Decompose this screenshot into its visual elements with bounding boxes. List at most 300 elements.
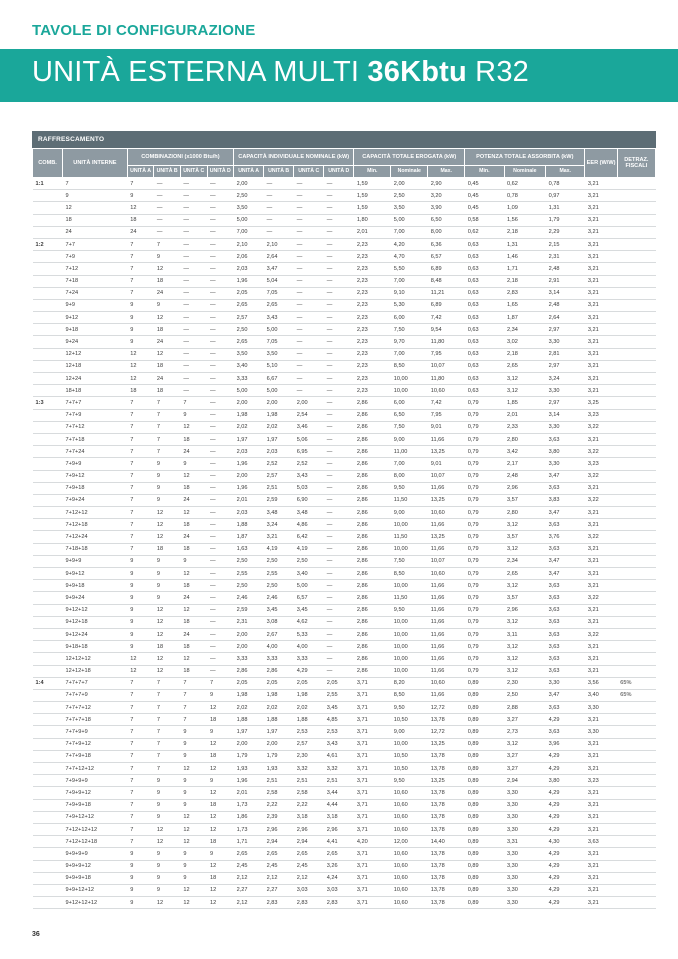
- table-cell: 10,00: [391, 641, 428, 653]
- table-cell: —: [324, 446, 354, 458]
- table-row: [33, 409, 656, 421]
- table-cell: —: [294, 178, 324, 190]
- table-cell: —: [207, 299, 234, 311]
- table-cell: 12: [207, 860, 234, 872]
- header-potenza-totale: POTENZA TOTALE ASSORBITA (kW): [465, 149, 585, 166]
- table-cell: 9: [127, 580, 154, 592]
- table-cell: 3,21: [585, 799, 617, 811]
- table-cell: 9: [127, 628, 154, 640]
- table-cell: 13,78: [428, 872, 465, 884]
- table-cell: 11,66: [428, 604, 465, 616]
- table-cell: 0,63: [465, 299, 504, 311]
- table-cell: 3,30: [585, 702, 617, 714]
- table-cell: 0,79: [465, 433, 504, 445]
- comb-cell: [33, 446, 63, 458]
- table-body: [33, 178, 656, 909]
- table-cell: 2,00: [234, 738, 264, 750]
- table-cell: 4,62: [294, 616, 324, 628]
- table-cell: 2,86: [354, 409, 391, 421]
- table-cell: 1,88: [294, 714, 324, 726]
- table-cell: —: [264, 226, 294, 238]
- table-cell: 0,63: [465, 336, 504, 348]
- table-cell: —: [294, 336, 324, 348]
- table-cell: 9+9+24: [63, 592, 128, 604]
- table-cell: 3,21: [585, 373, 617, 385]
- comb-cell: [33, 531, 63, 543]
- table-cell: [617, 263, 655, 275]
- table-cell: 3,02: [504, 336, 546, 348]
- table-cell: 18: [180, 616, 207, 628]
- table-cell: 3,23: [585, 775, 617, 787]
- table-cell: 7: [127, 287, 154, 299]
- table-cell: 7: [180, 714, 207, 726]
- table-cell: —: [180, 373, 207, 385]
- table-cell: —: [207, 641, 234, 653]
- table-cell: 9: [127, 604, 154, 616]
- table-cell: [617, 214, 655, 226]
- table-cell: —: [324, 287, 354, 299]
- table-cell: 2,83: [264, 897, 294, 909]
- table-cell: 3,21: [585, 543, 617, 555]
- table-cell: —: [180, 360, 207, 372]
- table-cell: —: [294, 226, 324, 238]
- table-cell: 3,23: [585, 458, 617, 470]
- table-cell: 7: [127, 470, 154, 482]
- table-cell: —: [324, 312, 354, 324]
- table-cell: 4,85: [324, 714, 354, 726]
- table-cell: —: [207, 202, 234, 214]
- table-cell: 2,86: [354, 446, 391, 458]
- table-row: [33, 775, 656, 787]
- table-cell: 10,00: [391, 580, 428, 592]
- table-cell: 3,21: [585, 897, 617, 909]
- table-cell: 9: [127, 324, 154, 336]
- table-cell: 0,79: [465, 568, 504, 580]
- table-cell: —: [324, 385, 354, 397]
- table-cell: 7: [127, 494, 154, 506]
- table-cell: 5,10: [264, 360, 294, 372]
- comb-cell: [33, 214, 63, 226]
- table-cell: 1,88: [234, 714, 264, 726]
- table-cell: 2,86: [354, 470, 391, 482]
- table-cell: 18: [207, 714, 234, 726]
- table-row: [33, 312, 656, 324]
- table-cell: 1,97: [264, 726, 294, 738]
- table-cell: 7,42: [428, 397, 465, 409]
- table-cell: 7+7+24: [63, 446, 128, 458]
- table-cell: 9+9+12+12: [63, 884, 128, 896]
- table-cell: 3,21: [585, 580, 617, 592]
- table-cell: 3,21: [585, 860, 617, 872]
- table-cell: 18: [207, 836, 234, 848]
- table-cell: 3,27: [504, 714, 546, 726]
- table-cell: —: [207, 665, 234, 677]
- table-cell: —: [294, 263, 324, 275]
- table-cell: 3,30: [504, 811, 546, 823]
- table-cell: 3,32: [324, 763, 354, 775]
- table-cell: 3,71: [354, 848, 391, 860]
- table-cell: 2,03: [234, 507, 264, 519]
- table-cell: 3,71: [354, 860, 391, 872]
- comb-cell: [33, 884, 63, 896]
- subheader-cell: UNITÀ B: [264, 166, 294, 178]
- table-cell: 2,27: [234, 884, 264, 896]
- table-cell: 3,20: [428, 190, 465, 202]
- table-cell: 13,25: [428, 494, 465, 506]
- table-cell: 2,01: [504, 409, 546, 421]
- table-cell: 12: [207, 897, 234, 909]
- table-cell: 3,26: [324, 860, 354, 872]
- table-cell: [617, 860, 655, 872]
- table-cell: 3,30: [504, 872, 546, 884]
- table-cell: 3,63: [546, 580, 585, 592]
- table-cell: [617, 702, 655, 714]
- table-cell: 3,63: [546, 628, 585, 640]
- table-cell: 3,22: [585, 446, 617, 458]
- table-cell: [617, 299, 655, 311]
- table-cell: 3,40: [234, 360, 264, 372]
- table-cell: 9: [154, 884, 181, 896]
- table-cell: 2,57: [234, 312, 264, 324]
- comb-cell: [33, 580, 63, 592]
- table-cell: 24: [127, 226, 154, 238]
- header-capacita-individuale: CAPACITÀ INDIVIDUALE NOMINALE (kW): [234, 149, 354, 166]
- table-cell: 9: [154, 592, 181, 604]
- comb-cell: [33, 555, 63, 567]
- table-cell: 9,01: [428, 421, 465, 433]
- table-cell: [617, 482, 655, 494]
- table-cell: 7+9+9: [63, 458, 128, 470]
- table-cell: —: [207, 543, 234, 555]
- table-row: [33, 226, 656, 238]
- table-cell: 1,96: [234, 482, 264, 494]
- table-cell: 13,25: [428, 738, 465, 750]
- table-cell: 2,91: [546, 275, 585, 287]
- table-cell: —: [324, 568, 354, 580]
- table-cell: 4,29: [546, 872, 585, 884]
- table-cell: 3,12: [504, 519, 546, 531]
- table-cell: 9+12+12+12: [63, 897, 128, 909]
- table-cell: 7: [154, 433, 181, 445]
- table-cell: —: [264, 190, 294, 202]
- table-cell: 3,71: [354, 702, 391, 714]
- table-cell: 4,29: [546, 860, 585, 872]
- table-cell: 0,79: [465, 555, 504, 567]
- table-cell: 5,30: [391, 299, 428, 311]
- table-cell: [617, 665, 655, 677]
- table-cell: —: [294, 373, 324, 385]
- table-cell: 9: [180, 872, 207, 884]
- table-cell: 2,23: [354, 263, 391, 275]
- comb-cell: 1:1: [33, 178, 63, 190]
- table-cell: 2,12: [234, 897, 264, 909]
- table-cell: 6,00: [391, 312, 428, 324]
- table-cell: —: [154, 214, 181, 226]
- table-cell: 24: [154, 287, 181, 299]
- table-cell: 7: [127, 421, 154, 433]
- table-cell: 18: [207, 872, 234, 884]
- table-cell: 1,59: [354, 202, 391, 214]
- table-cell: 24: [180, 592, 207, 604]
- table-cell: 3,30: [546, 385, 585, 397]
- table-cell: 9: [127, 299, 154, 311]
- table-cell: 3,33: [264, 653, 294, 665]
- table-cell: 0,89: [465, 702, 504, 714]
- comb-cell: [33, 848, 63, 860]
- table-cell: 3,21: [585, 275, 617, 287]
- comb-cell: [33, 702, 63, 714]
- table-cell: 11,80: [428, 373, 465, 385]
- table-cell: 1,80: [354, 214, 391, 226]
- table-cell: 7+7+7+12: [63, 702, 128, 714]
- table-cell: 3,23: [585, 409, 617, 421]
- table-cell: —: [324, 324, 354, 336]
- table-cell: 13,78: [428, 763, 465, 775]
- table-cell: 2,01: [234, 494, 264, 506]
- table-cell: 9: [154, 860, 181, 872]
- table-cell: 7: [127, 433, 154, 445]
- subheader-cell: UNITÀ D: [207, 166, 234, 178]
- table-cell: 3,21: [585, 738, 617, 750]
- table-cell: 0,58: [465, 214, 504, 226]
- table-cell: 0,79: [465, 458, 504, 470]
- table-cell: —: [180, 312, 207, 324]
- table-cell: 4,29: [546, 848, 585, 860]
- table-cell: 4,29: [546, 799, 585, 811]
- table-cell: [617, 251, 655, 263]
- table-cell: [617, 397, 655, 409]
- table-cell: 3,47: [546, 689, 585, 701]
- table-cell: 1,96: [234, 775, 264, 787]
- table-cell: 3,71: [354, 897, 391, 909]
- table-cell: 0,63: [465, 275, 504, 287]
- table-cell: 9: [180, 738, 207, 750]
- table-cell: 3,21: [585, 507, 617, 519]
- table-cell: 10,50: [391, 714, 428, 726]
- table-cell: —: [207, 604, 234, 616]
- table-row: [33, 299, 656, 311]
- table-cell: 2,83: [504, 287, 546, 299]
- table-cell: 9: [154, 848, 181, 860]
- table-cell: —: [264, 178, 294, 190]
- table-cell: —: [207, 287, 234, 299]
- table-cell: 1,71: [504, 263, 546, 275]
- table-cell: 2,94: [264, 836, 294, 848]
- table-cell: —: [324, 433, 354, 445]
- table-cell: 1,31: [546, 202, 585, 214]
- table-cell: 10,00: [391, 628, 428, 640]
- table-cell: 2,86: [354, 543, 391, 555]
- table-cell: 3,22: [585, 531, 617, 543]
- table-cell: 2,18: [504, 348, 546, 360]
- comb-cell: [33, 287, 63, 299]
- table-cell: 11,66: [428, 653, 465, 665]
- table-cell: 3,12: [504, 373, 546, 385]
- table-cell: 7: [127, 775, 154, 787]
- table-cell: 4,86: [294, 519, 324, 531]
- table-cell: —: [207, 263, 234, 275]
- table-cell: 1,65: [504, 299, 546, 311]
- table-cell: 10,07: [428, 470, 465, 482]
- table-cell: 13,78: [428, 799, 465, 811]
- table-row: [33, 251, 656, 263]
- table-cell: 7: [127, 726, 154, 738]
- table-cell: 4,29: [546, 884, 585, 896]
- table-cell: 9: [180, 787, 207, 799]
- table-cell: 11,66: [428, 482, 465, 494]
- table-row: [33, 738, 656, 750]
- table-cell: 3,56: [585, 677, 617, 689]
- table-cell: 11,66: [428, 433, 465, 445]
- table-cell: —: [324, 482, 354, 494]
- table-cell: 1,96: [234, 458, 264, 470]
- table-cell: [617, 763, 655, 775]
- table-cell: 0,78: [546, 178, 585, 190]
- table-cell: —: [294, 190, 324, 202]
- subheader-cell: UNITÀ A: [127, 166, 154, 178]
- table-cell: 3,40: [585, 689, 617, 701]
- table-cell: —: [207, 275, 234, 287]
- table-cell: 3,21: [264, 531, 294, 543]
- title-prefix: UNITÀ ESTERNA MULTI: [32, 56, 360, 88]
- table-row: [33, 616, 656, 628]
- table-cell: 7: [127, 251, 154, 263]
- table-cell: —: [180, 190, 207, 202]
- table-cell: 3,24: [264, 519, 294, 531]
- table-cell: 7: [127, 482, 154, 494]
- table-cell: —: [324, 178, 354, 190]
- table-cell: [617, 653, 655, 665]
- table-cell: 9: [127, 884, 154, 896]
- table-cell: 9+12+12: [63, 604, 128, 616]
- table-cell: 7: [154, 726, 181, 738]
- table-cell: 1,56: [504, 214, 546, 226]
- table-cell: 2,54: [294, 409, 324, 421]
- table-cell: [617, 433, 655, 445]
- table-cell: —: [207, 348, 234, 360]
- table-cell: 2,80: [504, 507, 546, 519]
- table-cell: 18: [180, 519, 207, 531]
- table-cell: 10,60: [391, 848, 428, 860]
- table-cell: 1,97: [234, 433, 264, 445]
- comb-cell: [33, 823, 63, 835]
- comb-cell: [33, 860, 63, 872]
- table-cell: 5,33: [294, 628, 324, 640]
- table-cell: 2,65: [264, 299, 294, 311]
- table-cell: 3,50: [234, 348, 264, 360]
- table-cell: 12: [207, 884, 234, 896]
- comb-cell: [33, 226, 63, 238]
- table-cell: 3,18: [324, 811, 354, 823]
- table-cell: —: [207, 592, 234, 604]
- table-cell: 11,66: [428, 689, 465, 701]
- table-cell: —: [324, 641, 354, 653]
- table-cell: 7,95: [428, 409, 465, 421]
- table-cell: 0,89: [465, 848, 504, 860]
- table-cell: 6,50: [391, 409, 428, 421]
- table-cell: —: [180, 214, 207, 226]
- table-cell: 0,63: [465, 360, 504, 372]
- table-cell: 18: [154, 385, 181, 397]
- subheader-cell: Max.: [428, 166, 465, 178]
- table-cell: 9,00: [391, 726, 428, 738]
- table-cell: —: [324, 592, 354, 604]
- table-cell: 7: [180, 702, 207, 714]
- table-cell: 3,21: [585, 214, 617, 226]
- configuration-table: [32, 148, 656, 909]
- table-cell: 2,00: [264, 738, 294, 750]
- table-cell: 9: [127, 616, 154, 628]
- table-cell: 1,46: [504, 251, 546, 263]
- table-cell: 7: [127, 409, 154, 421]
- table-cell: 3,63: [546, 616, 585, 628]
- table-cell: 3,30: [504, 823, 546, 835]
- table-cell: —: [294, 202, 324, 214]
- comb-cell: [33, 714, 63, 726]
- table-cell: 3,21: [585, 202, 617, 214]
- table-cell: 7+24: [63, 287, 128, 299]
- table-cell: 2,05: [324, 677, 354, 689]
- table-cell: 9: [154, 458, 181, 470]
- table-cell: 2,83: [294, 897, 324, 909]
- table-cell: 2,51: [264, 482, 294, 494]
- table-cell: 0,79: [465, 519, 504, 531]
- table-cell: [617, 823, 655, 835]
- table-cell: —: [207, 373, 234, 385]
- table-cell: —: [207, 324, 234, 336]
- table-cell: 2,65: [264, 848, 294, 860]
- table-cell: 6,00: [391, 397, 428, 409]
- table-cell: 3,21: [585, 226, 617, 238]
- table-cell: 12: [127, 373, 154, 385]
- table-cell: —: [324, 299, 354, 311]
- table-cell: 2,05: [234, 287, 264, 299]
- table-cell: —: [324, 543, 354, 555]
- table-cell: 9,10: [391, 287, 428, 299]
- table-row: [33, 677, 656, 689]
- table-cell: 2,31: [546, 251, 585, 263]
- table-cell: 2,23: [354, 324, 391, 336]
- comb-cell: [33, 775, 63, 787]
- table-cell: 2,03: [234, 263, 264, 275]
- table-cell: 2,00: [234, 641, 264, 653]
- table-cell: 3,03: [294, 884, 324, 896]
- table-cell: 0,79: [465, 543, 504, 555]
- table-cell: 2,34: [504, 555, 546, 567]
- table-cell: 7+12: [63, 263, 128, 275]
- table-cell: —: [207, 312, 234, 324]
- table-cell: —: [324, 555, 354, 567]
- table-cell: 9: [154, 470, 181, 482]
- table-cell: —: [294, 385, 324, 397]
- table-cell: 0,79: [465, 409, 504, 421]
- table-row: [33, 190, 656, 202]
- table-cell: [617, 811, 655, 823]
- comb-cell: [33, 604, 63, 616]
- table-cell: 2,33: [504, 421, 546, 433]
- table-cell: 2,10: [234, 238, 264, 250]
- header-detraz: DETRAZ. FISCALI: [617, 149, 655, 178]
- table-cell: 7: [154, 763, 181, 775]
- table-cell: [617, 628, 655, 640]
- table-cell: 0,79: [465, 446, 504, 458]
- header-capacita-totale: CAPACITÀ TOTALE EROGATA (kW): [354, 149, 465, 166]
- table-cell: 2,23: [354, 360, 391, 372]
- table-cell: 2,51: [264, 775, 294, 787]
- table-cell: 8,50: [391, 689, 428, 701]
- table-cell: —: [154, 190, 181, 202]
- table-cell: 3,45: [324, 702, 354, 714]
